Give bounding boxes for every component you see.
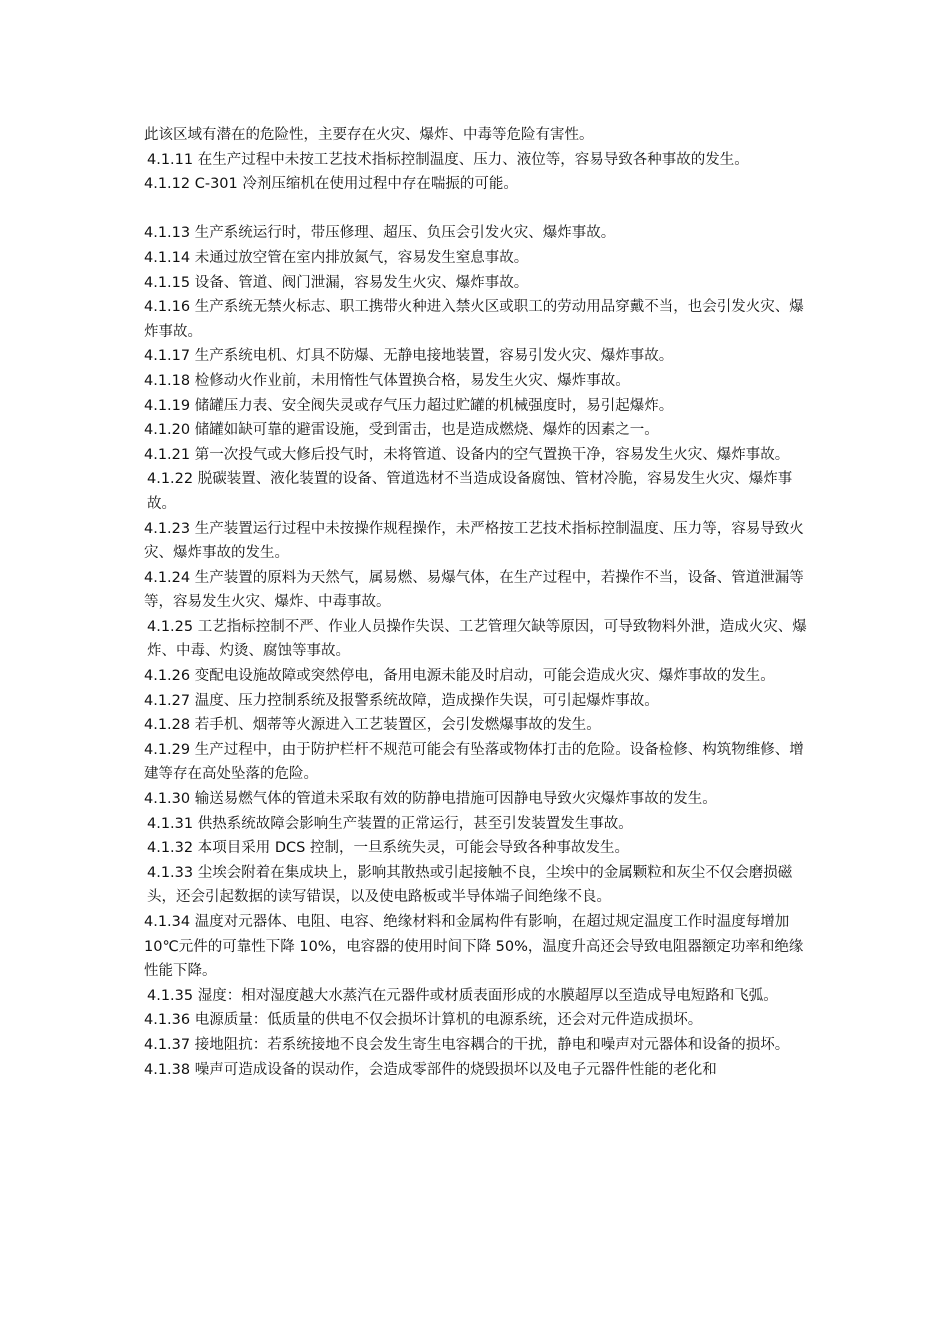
paragraph: 4.1.14 未通过放空管在室内排放氮气，容易发生窒息事故。 bbox=[144, 249, 529, 266]
paragraph: 4.1.28 若手机、烟蒂等火源进入工艺装置区，会引发燃爆事故的发生。 bbox=[144, 717, 601, 734]
paragraph: 4.1.37 接地阻抗：若系统接地不良会发生寄生电容耦合的干扰，静电和噪声对元器体和设备的损坏。 bbox=[144, 1036, 790, 1053]
paragraph: 4.1.23 生产装置运行过程中未按操作规程操作，未严格按工艺技术指标控制温度、压力等，容易导致火灾、爆炸事故的发生。 bbox=[144, 520, 804, 562]
paragraph: 4.1.22 脱碳装置、液化装置的设备、管道选材不当造成设备腐蚀、管材冷脆，容易发生火灾、爆炸事故。 bbox=[147, 471, 793, 512]
paragraph: 4.1.16 生产系统无禁火标志、职工携带火种进入禁火区或职工的劳动用品穿戴不当，也会引发火灾、爆炸事故。 bbox=[144, 299, 804, 340]
paragraph: 4.1.26 变配电设施故障或突然停电，备用电源未能及时启动，可能会造成火灾、爆炸事故的发生。 bbox=[144, 668, 775, 685]
paragraph: 4.1.18 检修动火作业前，未用惰性气体置换合格，易发生火灾、爆炸事故。 bbox=[144, 372, 630, 389]
paragraph: 4.1.36 电源质量：低质量的供电不仅会损坏计算机的电源系统，还会对元件造成损坏。 bbox=[144, 1012, 703, 1029]
paragraph: 4.1.21 第一次投气或大修后投气时，未将管道、设备内的空气置换干净，容易发生火灾、爆炸事故。 bbox=[144, 446, 790, 463]
paragraph: 4.1.29 生产过程中，由于防护栏杆不规范可能会有坠落或物体打击的危险。设备检修、构筑物维修、增建等存在高处坠落的危险。 bbox=[144, 741, 804, 783]
paragraph: 4.1.12 C-301 冷剂压缩机在使用过程中存在喘振的可能。 bbox=[144, 176, 518, 193]
paragraph: 4.1.15 设备、管道、阀门泄漏，容易发生火灾、爆炸事故。 bbox=[144, 274, 529, 291]
paragraph: 4.1.13 生产系统运行时，带压修理、超压、负压会引发火灾、爆炸事故。 bbox=[144, 225, 616, 242]
paragraph: 4.1.19 储罐压力表、安全阀失灵或存气压力超过贮罐的机械强度时，易引起爆炸。 bbox=[144, 397, 674, 414]
paragraph: 4.1.32 本项目采用 DCS 控制，一旦系统失灵，可能会导致各种事故发生。 bbox=[147, 840, 629, 857]
paragraph: 4.1.17 生产系统电机、灯具不防爆、无静电接地装置，容易引发火灾、爆炸事故。 bbox=[144, 348, 674, 365]
paragraph: 4.1.11 在生产过程中未按工艺技术指标控制温度、压力、液位等，容易导致各种事故的发生。 bbox=[147, 151, 749, 168]
paragraph: 此该区域有潜在的危险性，主要存在火灾、爆炸、中毒等危险有害性。 bbox=[144, 127, 594, 143]
paragraph: 4.1.31 供热系统故障会影响生产装置的正常运行，甚至引发装置发生事故。 bbox=[147, 815, 633, 832]
paragraph: 4.1.35 湿度：相对湿度越大水蒸汽在元器件或材质表面形成的水膜超厚以至造成导电短路和飞弧。 bbox=[147, 987, 778, 1004]
paragraph: 4.1.33 尘埃会附着在集成块上，影响其散热或引起接触不良，尘埃中的金属颗粒和灰尘不仅会磨损磁头，还会引起数据的读写错误，以及使电路板或半导体端子间绝缘不良。 bbox=[147, 864, 793, 906]
blank-line bbox=[144, 197, 816, 222]
paragraph: 4.1.25 工艺指标控制不严、作业人员操作失误、工艺管理欠缺等原因，可导致物料外泄，造成火灾、爆炸、中毒、灼烫、腐蚀等事故。 bbox=[147, 618, 807, 660]
paragraph: 4.1.24 生产装置的原料为天然气，属易燃、易爆气体，在生产过程中，若操作不当，设备、管道泄漏等等，容易发生火灾、爆炸、中毒事故。 bbox=[144, 569, 804, 611]
document-body bbox=[144, 123, 816, 1082]
paragraph: 4.1.34 温度对元器体、电阻、电容、绝缘材料和金属构件有影响，在超过规定温度工作时温度每增加 10℃元件的可靠性下降 10%，电容器的使用时间下降 50%，温度升高还会导致电阻器额定功率和绝缘性能下降。 bbox=[144, 914, 804, 980]
paragraph: 4.1.20 储罐如缺可靠的避雷设施，受到雷击，也是造成燃烧、爆炸的因素之一。 bbox=[144, 422, 659, 439]
paragraph: 4.1.30 输送易燃气体的管道未采取有效的防静电措施可因静电导致火灾爆炸事故的发生。 bbox=[144, 791, 717, 808]
paragraph: 4.1.38 噪声可造成设备的误动作，会造成零部件的烧毁损坏以及电子元器件性能的老化和 bbox=[144, 1061, 717, 1078]
paragraph: 4.1.27 温度、压力控制系统及报警系统故障，造成操作失误，可引起爆炸事故。 bbox=[144, 692, 659, 709]
